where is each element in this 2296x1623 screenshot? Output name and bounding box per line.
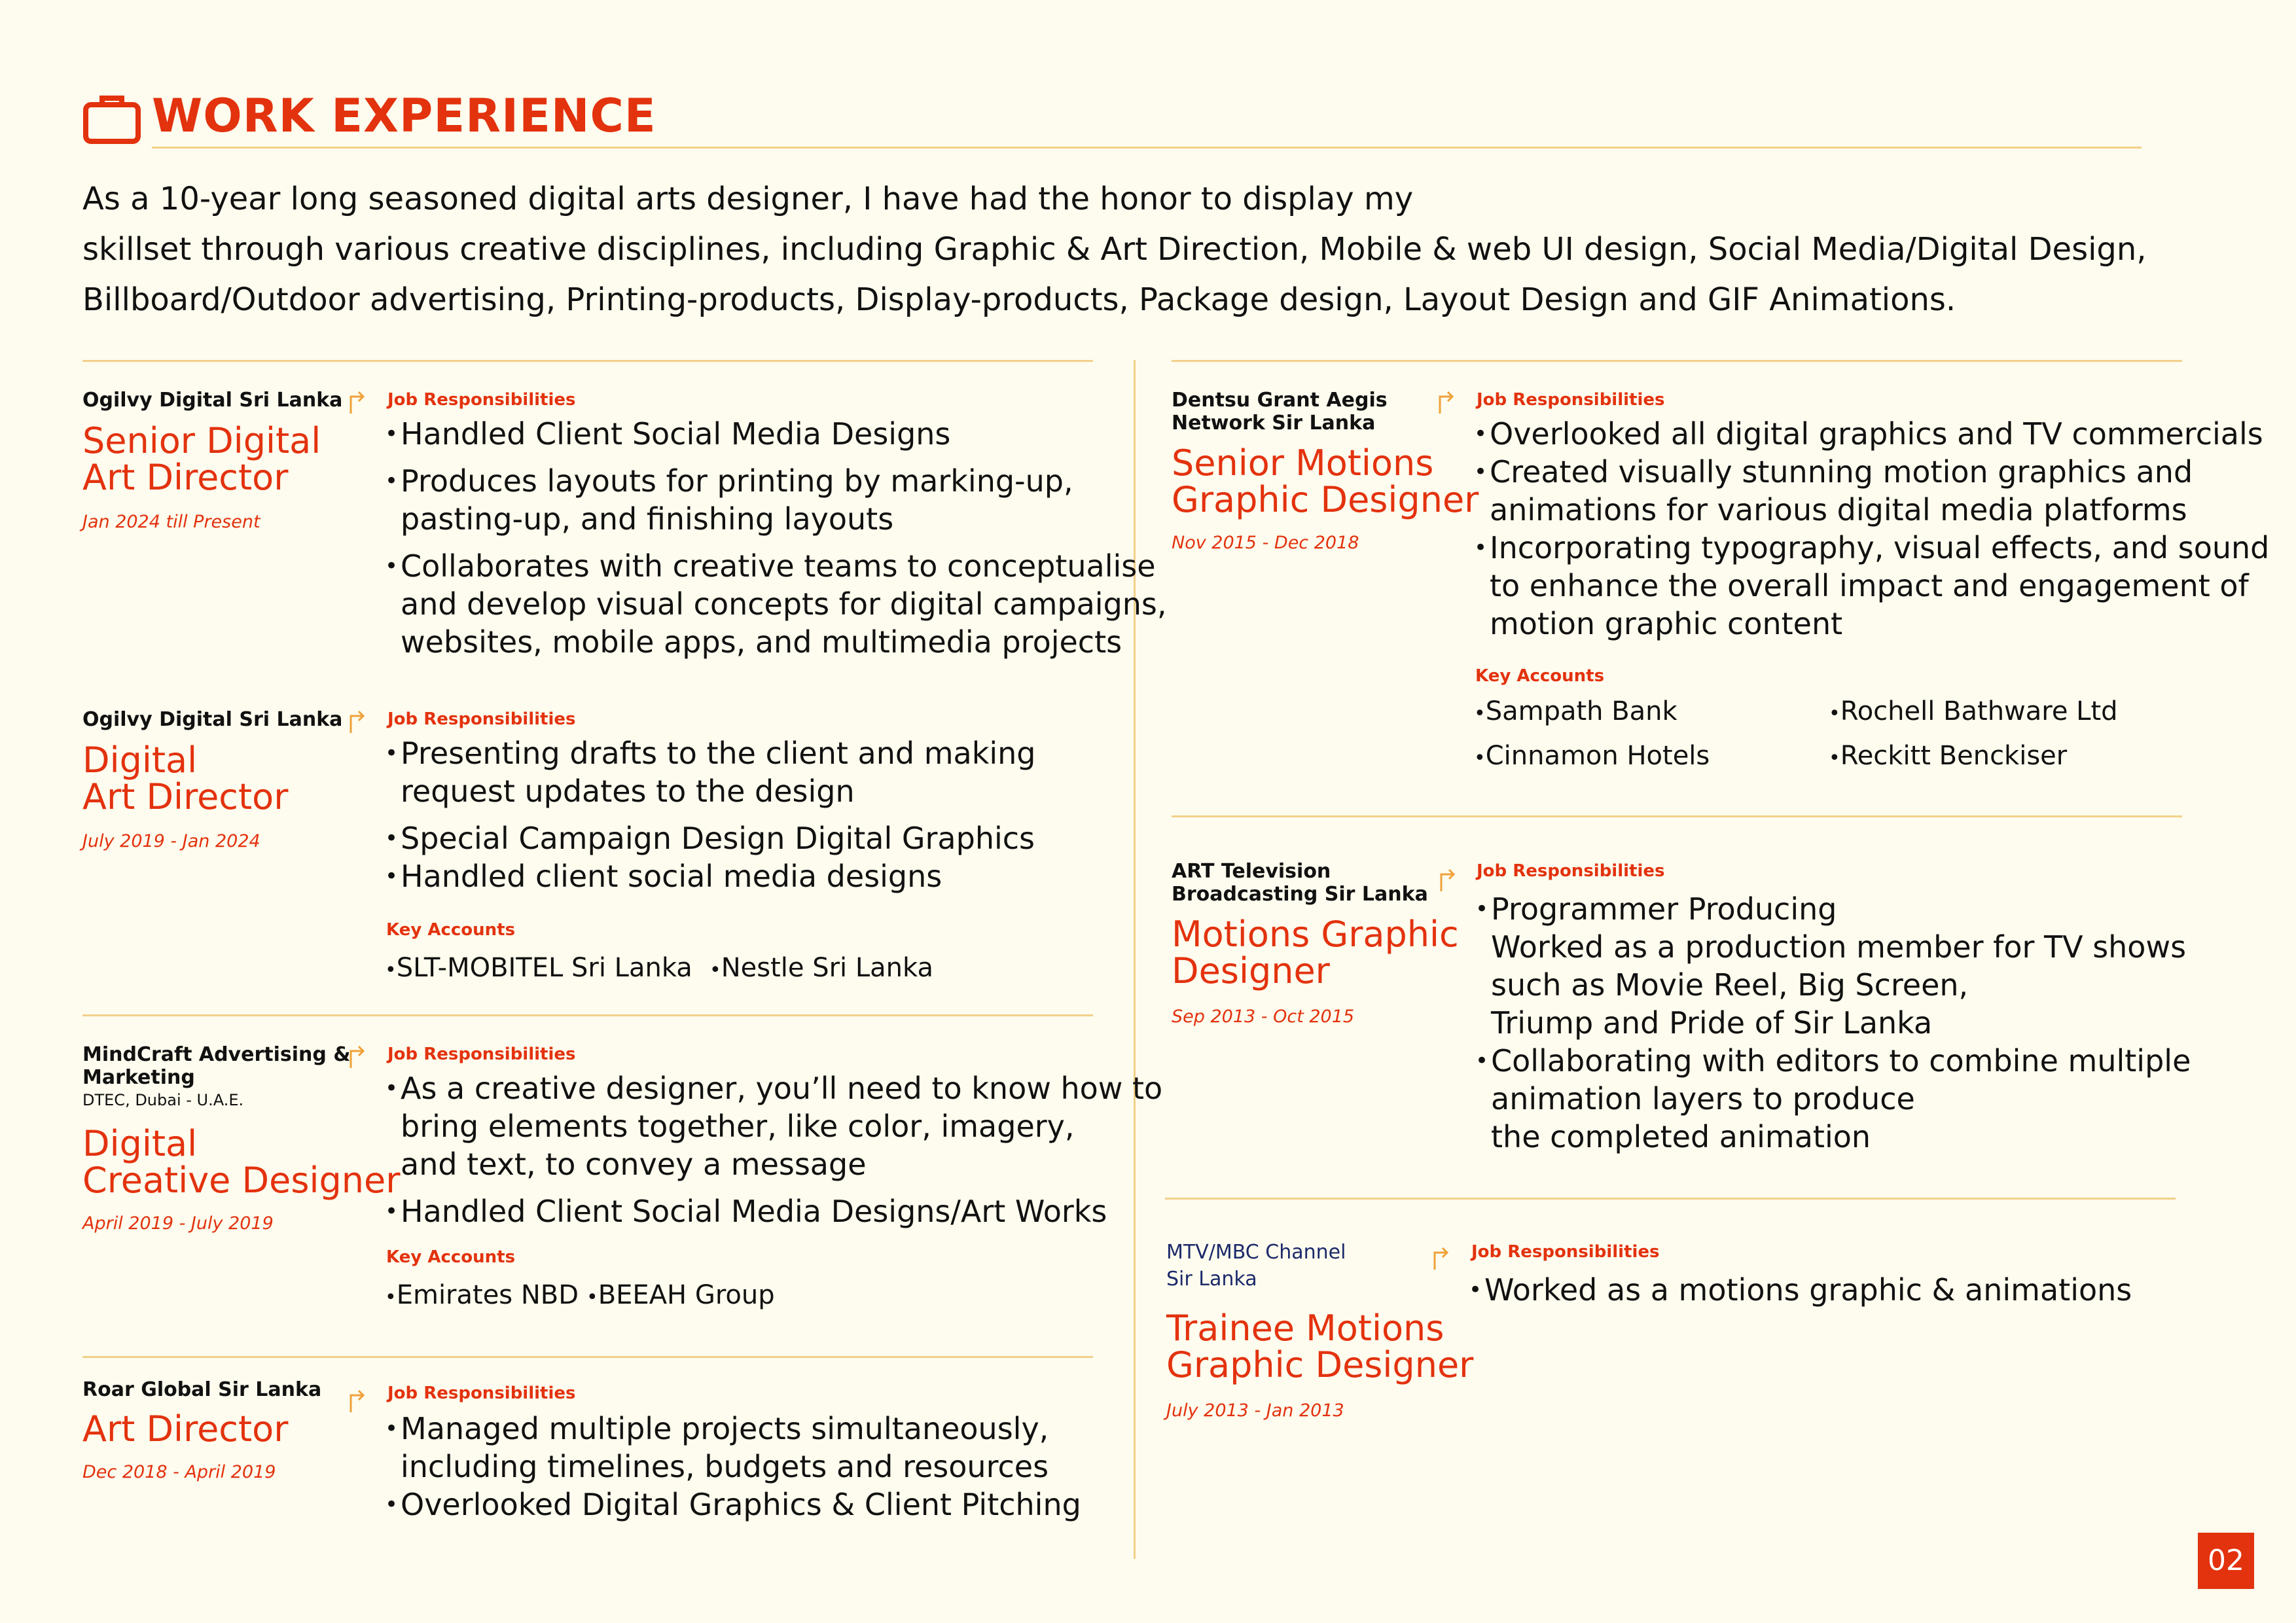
section-divider: [82, 360, 1093, 362]
company-name: Ogilvy Digital Sri Lanka: [82, 389, 343, 412]
list-item: • Collaborates with creative teams to conceptualise and develop visual concepts for digital campaigns, websites, mobile apps, and multimedia projects: [385, 547, 1167, 661]
job-title: Senior Digital Art Director: [82, 420, 321, 498]
job-title: Art Director: [82, 1408, 289, 1450]
list-item: • Handled Client Social Media Designs/Art Works: [385, 1192, 1162, 1230]
responsibilities-list: [385, 1069, 1162, 1230]
key-account: • SLT-MOBITEL Sri Lanka: [385, 953, 692, 983]
key-accounts-label: Key Accounts: [386, 1247, 516, 1267]
arrow-icon: [348, 708, 368, 734]
job-title: Digital Creative Designer: [82, 1123, 401, 1201]
section-divider: [1165, 1198, 2176, 1200]
company-name: Roar Global Sir Lanka: [82, 1378, 322, 1401]
key-account: • BEEAH Group: [586, 1280, 775, 1310]
job-entry: [1172, 389, 2270, 794]
key-accounts-label: Key Accounts: [1475, 666, 1605, 686]
job-entry: [82, 1378, 1130, 1548]
list-item: • Overlooked Digital Graphics & Client Pitching: [385, 1486, 1081, 1524]
key-account: • Sampath Bank: [1474, 696, 1677, 726]
responsibilities-label: Job Responsibilities: [387, 709, 576, 729]
arrow-icon: [348, 389, 368, 415]
job-dates: Dec 2018 - April 2019: [82, 1462, 276, 1482]
list-item: • Handled client social media designs: [385, 857, 1035, 895]
key-accounts-label: Key Accounts: [386, 920, 516, 940]
responsibilities-list: [385, 415, 1167, 661]
job-dates: July 2013 - Jan 2013: [1166, 1400, 1344, 1421]
job-title: Trainee Motions Graphic Designer: [1166, 1308, 1474, 1385]
job-dates: April 2019 - July 2019: [82, 1213, 274, 1234]
job-dates: Nov 2015 - Dec 2018: [1172, 533, 1359, 553]
company-name: Dentsu Grant Aegis Network Sir Lanka: [1172, 389, 1388, 435]
key-account: • Nestle Sri Lanka: [709, 953, 933, 983]
arrow-icon: [348, 1043, 368, 1069]
page-title: WORK EXPERIENCE: [152, 89, 656, 143]
responsibilities-label: Job Responsibilities: [387, 1044, 576, 1064]
arrow-icon: [1437, 389, 1457, 415]
responsibilities-list: [1474, 415, 2269, 643]
list-item: • Special Campaign Design Digital Graphics: [385, 819, 1035, 857]
job-entry: [1166, 1241, 2246, 1437]
responsibilities-list: [1469, 1271, 2132, 1309]
list-item: • Incorporating typography, visual effects, and sound to enhance the overall impact and engagement of motion graphic content: [1474, 529, 2269, 643]
list-item: • Worked as a motions graphic & animations: [1469, 1271, 2132, 1309]
list-item: • As a creative designer, you’ll need to know how to bring elements together, like color, imagery, and text, to convey a message: [385, 1069, 1162, 1183]
job-entry: [82, 708, 1130, 1003]
company-name: Ogilvy Digital Sri Lanka: [82, 708, 343, 731]
job-title: Motions Graphic Designer: [1172, 914, 1459, 991]
job-entry: [1172, 860, 2251, 1174]
key-account: • Rochell Bathware Ltd: [1829, 696, 2118, 726]
list-item: • Created visually stunning motion graphics and animations for various digital media platforms: [1474, 453, 2269, 529]
key-account: • Reckitt Benckiser: [1829, 741, 2067, 771]
list-item: • Overlooked all digital graphics and TV commercials: [1474, 415, 2269, 453]
section-divider: [1172, 815, 2182, 817]
arrow-icon: [1432, 1245, 1452, 1271]
responsibilities-list: [385, 1410, 1081, 1524]
arrow-icon: [1439, 866, 1458, 893]
key-account: • Cinnamon Hotels: [1474, 741, 1710, 771]
list-item: • Produces layouts for printing by marking-up, pasting-up, and finishing layouts: [385, 462, 1167, 538]
arrow-icon: [348, 1387, 368, 1414]
job-title: Digital Art Director: [82, 740, 289, 817]
intro-line: Billboard/Outdoor advertising, Printing-products, Display-products, Package design, Layout Design and GIF Animations.: [82, 281, 1956, 318]
list-item: • Presenting drafts to the client and making request updates to the design: [385, 734, 1035, 810]
section-divider: [82, 1356, 1093, 1358]
job-dates: Jan 2024 till Present: [82, 512, 260, 532]
responsibilities-list: [385, 734, 1035, 895]
company-name: MTV/MBC Channel Sir Lanka: [1166, 1241, 1346, 1291]
job-dates: July 2019 - Jan 2024: [82, 831, 260, 851]
job-dates: Sep 2013 - Oct 2015: [1172, 1007, 1355, 1027]
responsibilities-list: [1475, 890, 2191, 1156]
section-divider: [82, 1014, 1093, 1016]
company-location: DTEC, Dubai - U.A.E.: [82, 1091, 244, 1109]
list-item: • Programmer Producing Worked as a production member for TV shows such as Movie Reel, Big Screen, Triump and Pride of Sir Lanka: [1475, 890, 2191, 1042]
responsibilities-label: Job Responsibilities: [387, 1383, 576, 1403]
company-name: MindCraft Advertising & Marketing: [82, 1043, 351, 1089]
intro-line: skillset through various creative disciplines, including Graphic & Art Direction, Mobile & web UI design, Social Media/Digital Design,: [82, 231, 2147, 268]
responsibilities-label: Job Responsibilities: [387, 390, 576, 410]
page-number: 02: [2198, 1533, 2254, 1589]
list-item: • Handled Client Social Media Designs: [385, 415, 1167, 453]
briefcase-icon: [82, 93, 141, 145]
job-entry: [82, 1043, 1163, 1331]
company-name: ART Television Broadcasting Sir Lanka: [1172, 860, 1428, 906]
list-item: • Managed multiple projects simultaneously, including timelines, budgets and resources: [385, 1410, 1081, 1486]
responsibilities-label: Job Responsibilities: [1471, 1242, 1660, 1262]
responsibilities-label: Job Responsibilities: [1477, 390, 1665, 410]
section-divider: [1172, 360, 2182, 362]
intro-line: As a 10-year long seasoned digital arts designer, I have had the honor to display my: [82, 181, 1414, 217]
responsibilities-label: Job Responsibilities: [1477, 861, 1665, 881]
list-item: • Collaborating with editors to combine multiple animation layers to produce the completed animation: [1475, 1042, 2191, 1156]
job-entry: [82, 389, 1167, 683]
job-title: Senior Motions Graphic Designer: [1172, 442, 1479, 520]
intro-paragraph: [82, 174, 2242, 325]
key-account: • Emirates NBD: [385, 1280, 579, 1310]
header-divider: [152, 147, 2142, 149]
